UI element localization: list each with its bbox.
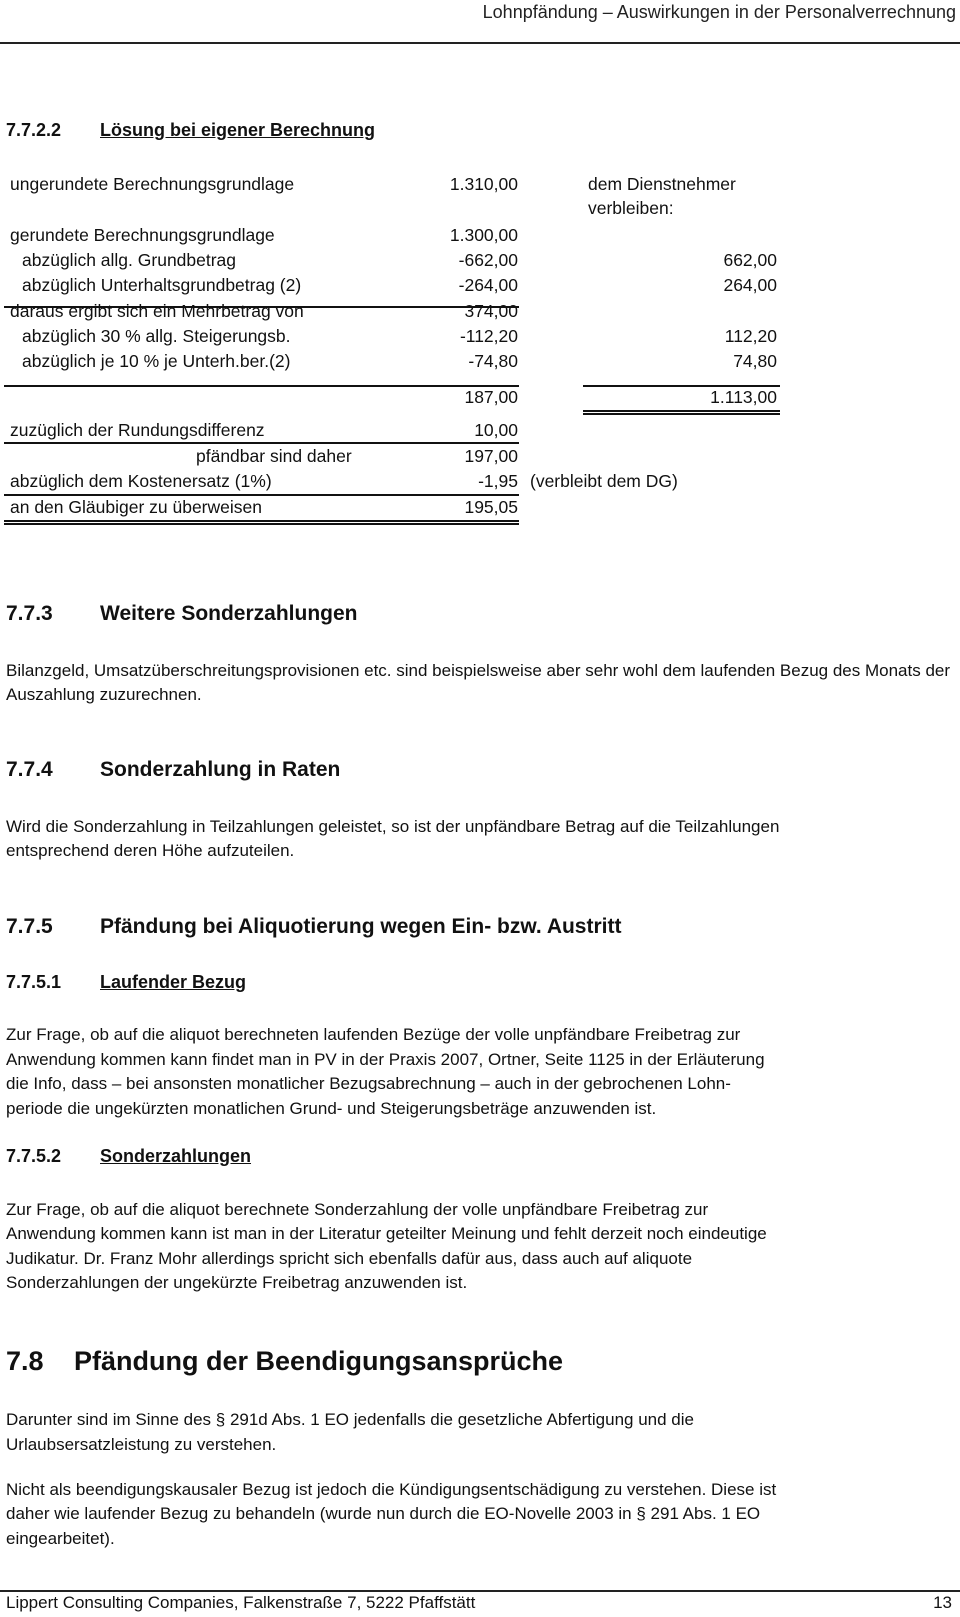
heading-773	[6, 602, 706, 630]
calc-row-label: abzüglich allg. Grundbetrag	[22, 250, 237, 270]
heading-title: Sonderzahlung in Raten	[100, 758, 341, 781]
heading-number: 7.8	[6, 1346, 44, 1376]
calc-row-value: 10,00	[474, 420, 518, 440]
page-number: 13	[933, 1593, 952, 1612]
heading-number: 7.7.2.2	[6, 120, 62, 140]
calc-row-value: -1,95	[478, 471, 518, 491]
calc-row-remain: 74,80	[733, 351, 777, 371]
calc-row-label: abzüglich Unterhaltsgrundbetrag (2)	[22, 275, 302, 295]
calc-row-label: zuzüglich der Rundungsdifferenz	[10, 420, 265, 440]
heading-774	[6, 758, 706, 786]
remain-header-line1: dem Dienstnehmer	[588, 174, 736, 194]
heading-number: 7.7.5	[6, 915, 53, 938]
calc-row-label: abzüglich 30 % allg. Steigerungsb.	[22, 326, 291, 346]
heading-title: Laufender Bezug	[100, 972, 247, 992]
text-line: eingearbeitet).	[6, 1529, 115, 1548]
calc-row-value: -662,00	[458, 250, 518, 270]
text-line: Darunter sind im Sinne des § 291d Abs. 1 EO jedenfalls die gesetzliche Abfertigung und die	[6, 1410, 694, 1429]
calc-row-label: abzüglich je 10 % je Unterh.ber.(2)	[22, 351, 291, 371]
total-double-rule	[4, 520, 519, 525]
calc-row-label: abzüglich dem Kostenersatz (1%)	[10, 471, 272, 491]
heading-775	[6, 915, 906, 943]
calc-row-value: -112,20	[459, 326, 518, 346]
remain-header-line2: verbleiben:	[588, 198, 674, 218]
text-line: Urlaubsersatzleistung zu verstehen.	[6, 1435, 277, 1454]
calc-row-label: pfändbar sind daher	[196, 446, 352, 466]
heading-title: Pfändung der Beendigungsansprüche	[74, 1346, 564, 1376]
text-line: Zur Frage, ob auf die aliquot berechneten laufenden Bezüge der volle unpfändbare Freibetrag zur	[6, 1025, 741, 1044]
heading-number: 7.7.4	[6, 758, 53, 781]
heading-78	[6, 1346, 806, 1380]
heading-7752	[6, 1146, 606, 1170]
calc-row-value: 187,00	[464, 387, 518, 407]
heading-title: Pfändung bei Aliquotierung wegen Ein- bzw. Austritt	[100, 915, 622, 938]
text-line: Judikatur. Dr. Franz Mohr allerdings spricht sich ebenfalls dafür aus, dass auch auf aliquote	[6, 1249, 693, 1268]
calc-row-value: 374,00	[464, 301, 518, 321]
heading-title: Lösung bei eigener Berechnung	[100, 120, 376, 140]
calc-row-value: 1.300,00	[449, 225, 518, 245]
calc-row-value: 197,00	[464, 446, 518, 466]
text-line: daher wie laufender Bezug zu behandeln (wurde nun durch die EO-Novelle 2003 in § 291 Abs. 1 EO	[6, 1504, 761, 1523]
footer-company: Lippert Consulting Companies, Falkenstraße 7, 5222 Pfaffstätt	[6, 1593, 476, 1612]
heading-title: Weitere Sonderzahlungen	[100, 602, 358, 625]
heading-number: 7.7.3	[6, 602, 53, 625]
subtotal-rule	[4, 494, 519, 496]
calc-row-remain: 112,20	[724, 326, 777, 346]
remain-total-double-rule	[583, 410, 780, 415]
heading-7751	[6, 972, 606, 996]
calc-row-remain: 662,00	[723, 250, 777, 270]
calc-row-label: ungerundete Berechnungsgrundlage	[10, 174, 295, 194]
heading-number: 7.7.5.1	[6, 972, 62, 992]
calc-row-label: an den Gläubiger zu überweisen	[10, 497, 262, 517]
text-line: Zur Frage, ob auf die aliquot berechnete Sonderzahlung der volle unpfändbare Freibetrag zur	[6, 1200, 709, 1219]
text-line: Nicht als beendigungskausaler Bezug ist jedoch die Kündigungsentschädigung zu verstehen. Diese ist	[6, 1480, 777, 1499]
calc-row-value: 1.310,00	[449, 174, 518, 194]
calc-row-note: (verbleibt dem DG)	[530, 471, 678, 491]
heading-number: 7.7.5.2	[6, 1146, 62, 1166]
calc-row-remain: 264,00	[723, 275, 777, 295]
calc-row-value: -264,00	[458, 275, 518, 295]
calc-row-label: daraus ergibt sich ein Mehrbetrag von	[10, 301, 304, 321]
text-line: Sonderzahlungen der ungekürzte Freibetrag anzuwenden ist.	[6, 1273, 468, 1292]
heading-7722	[6, 120, 606, 144]
text-line: Anwendung kommen kann findet man in PV in der Praxis 2007, Ortner, Seite 1125 in der Erläuterung	[6, 1050, 765, 1069]
paragraph-774: Wird die Sonderzahlung in Teilzahlungen geleistet, so ist der unpfändbare Betrag auf die Teilzahlungen entsprechend deren Höhe aufzuteilen.	[6, 817, 780, 861]
text-line: die Info, dass – bei ansonsten monatlicher Bezugsabrechnung – auch in der gebrochenen Lohn-	[6, 1074, 731, 1093]
header-divider	[0, 42, 960, 44]
footer-divider	[0, 1590, 960, 1592]
heading-title: Sonderzahlungen	[100, 1146, 252, 1166]
subtotal-rule	[4, 442, 519, 444]
paragraph-773: Bilanzgeld, Umsatzüberschreitungsprovisionen etc. sind beispielsweise aber sehr wohl dem laufenden Bezug des Monats der Auszahlung zuzurechnen.	[6, 661, 951, 705]
calc-row-remain-total: 1.113,00	[710, 387, 777, 407]
calc-row-value: 195,05	[464, 497, 518, 517]
running-header: Lohnpfändung – Auswirkungen in der Personalverrechnung	[482, 2, 956, 22]
calc-row-label: gerundete Berechnungsgrundlage	[10, 225, 275, 245]
text-line: periode die ungekürzten monatlichen Grund- und Steigerungsbeträge anzuwenden ist.	[6, 1099, 657, 1118]
text-line: Anwendung kommen kann ist man in der Literatur geteilter Meinung und fehlt derzeit noch eindeutige	[6, 1224, 767, 1243]
calc-row-value: -74,80	[468, 351, 518, 371]
